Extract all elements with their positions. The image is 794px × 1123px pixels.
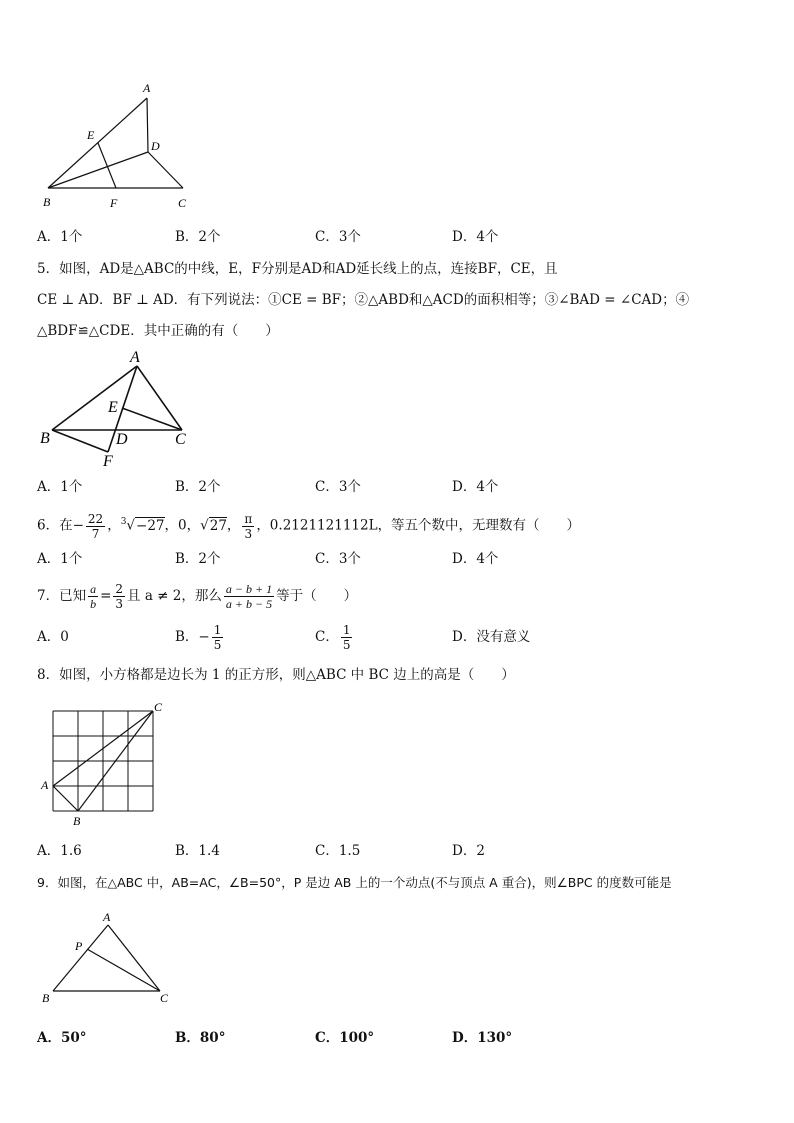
q7-option-a[interactable]: A．0 [37, 629, 69, 645]
q4-option-a[interactable]: A．1个 [37, 229, 83, 245]
q6-fraction-22-7: $\frac{22}{7}$ [87, 511, 104, 541]
q8-option-c[interactable]: C．1.5 [315, 843, 361, 859]
q5-stem-line2: CE ⊥ AD．BF ⊥ AD．有下列说法：①CE = BF；②△ABD和△ACD的面积相等；③∠BAD = ∠CAD；④ [37, 292, 690, 308]
q6-option-b[interactable]: B．2个 [175, 551, 221, 567]
q9-figure [36, 904, 176, 1010]
q4-label-a: A [143, 81, 151, 95]
q8-label-c: C [154, 700, 163, 714]
q7-stem: 7．已知 $\frac{a}{b}$ = $\frac{2}{3}$ 且 a ≠ 2，那么 $\frac{a - b + 1}{a + b - 5}$ 等于（ ） [37, 582, 358, 611]
q9-option-d[interactable]: D．130° [452, 1030, 513, 1046]
q5-label-c: C [175, 431, 186, 448]
q5-label-d: D [116, 431, 128, 448]
q4-label-b: B [43, 195, 51, 209]
q9-label-a: A [103, 910, 111, 924]
q6-option-a[interactable]: A．1个 [37, 551, 83, 567]
q5-option-c[interactable]: C．3个 [315, 479, 361, 495]
q4-option-b[interactable]: B．2个 [175, 229, 221, 245]
q8-label-a: A [41, 778, 49, 792]
q4-label-c: C [178, 196, 187, 210]
q9-label-c: C [160, 991, 169, 1005]
q4-label-f: F [110, 196, 118, 210]
q9-label-p: P [75, 939, 83, 953]
q6-stem: 6．在− $\frac{22}{7}$ ，$^3$√−27，0，√27， $\frac{\pi}{3}$ ，0.2121121112L，等五个数中，无理数有（ ） [37, 511, 581, 541]
q5-label-e: E [108, 399, 118, 416]
q7-fraction-expr: $\frac{a - b + 1}{a + b - 5}$ [225, 582, 273, 611]
q4-label-d: D [151, 139, 160, 153]
q5-label-a: A [130, 349, 140, 366]
q9-option-a[interactable]: A．50° [37, 1030, 87, 1046]
q7-option-b[interactable]: B．− $\frac{1}{5}$ [175, 623, 222, 652]
q5-figure [36, 344, 196, 472]
q8-label-b: B [73, 814, 81, 828]
q6-cube-root: −27 [136, 517, 165, 534]
q5-option-d[interactable]: D．4个 [452, 479, 499, 495]
q4-label-e: E [87, 128, 95, 142]
q9-option-c[interactable]: C．100° [315, 1030, 375, 1046]
q7-option-c[interactable]: C． $\frac{1}{5}$ [315, 623, 351, 652]
q8-stem: 8．如图，小方格都是边长为 1 的正方形，则△ABC 中 BC 边上的高是（ ） [37, 667, 515, 683]
q4-figure [36, 78, 196, 214]
q9-stem: 9．如图，在△ABC 中，AB=AC，∠B=50°，P 是边 AB 上的一个动点(不与顶点 A 重合)，则∠BPC 的度数可能是 [37, 875, 672, 890]
q5-stem-line3: △BDF≌△CDE．其中正确的有（ ） [37, 323, 279, 339]
q4-option-c[interactable]: C．3个 [315, 229, 361, 245]
q5-label-f: F [103, 453, 113, 470]
q7-fraction-a-b: $\frac{a}{b}$ [90, 582, 97, 611]
q6-fraction-pi-3: $\frac{\pi}{3}$ [244, 511, 253, 541]
q5-option-a[interactable]: A．1个 [37, 479, 83, 495]
q8-option-d[interactable]: D．2 [452, 843, 485, 859]
q5-option-b[interactable]: B．2个 [175, 479, 221, 495]
q8-option-a[interactable]: A．1.6 [37, 843, 82, 859]
q5-stem-line1: 5．如图，AD是△ABC的中线，E，F分别是AD和AD延长线上的点，连接BF，CE，且 [37, 261, 558, 277]
q7-fraction-2-3: $\frac{2}{3}$ [115, 582, 124, 611]
q6-option-d[interactable]: D．4个 [452, 551, 499, 567]
q5-label-b: B [40, 430, 50, 447]
q6-option-c[interactable]: C．3个 [315, 551, 361, 567]
q9-option-b[interactable]: B．80° [175, 1030, 226, 1046]
q9-label-b: B [42, 991, 50, 1005]
q8-grid-figure [38, 698, 170, 828]
q7-option-d[interactable]: D．没有意义 [452, 629, 531, 645]
q8-option-b[interactable]: B．1.4 [175, 843, 220, 859]
q4-option-d[interactable]: D．4个 [452, 229, 499, 245]
q6-square-root: 27 [209, 517, 227, 534]
